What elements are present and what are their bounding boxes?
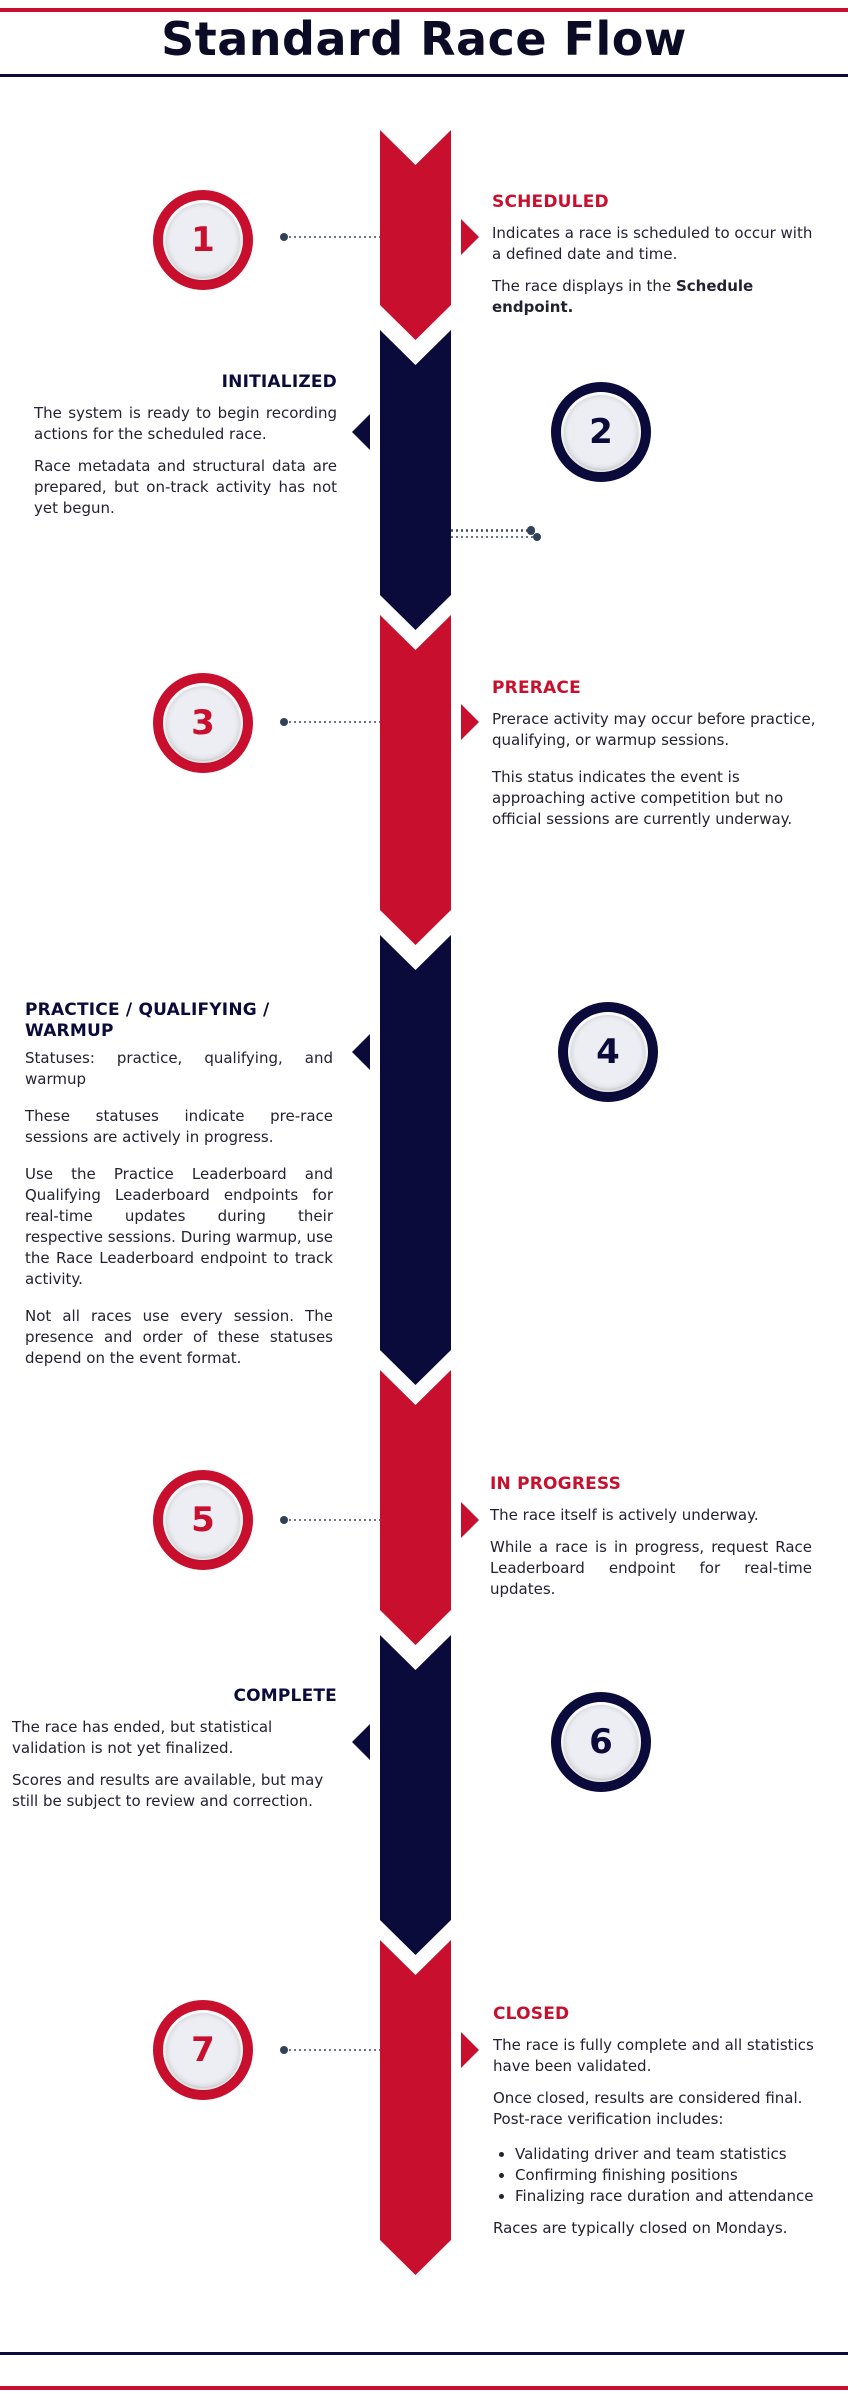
footer-navy-rule: [0, 2352, 848, 2355]
step-7-number: 7: [166, 2013, 240, 2087]
step-5-text: [490, 1474, 812, 1611]
step-5-number: 5: [166, 1483, 240, 1557]
step-6-text: [12, 1686, 337, 1823]
step-6-circle: [551, 1692, 651, 1792]
pointer-notch-4: [352, 1034, 370, 1070]
step-1-desc-1: Indicates a race is scheduled to occur with a defined date and time.: [492, 224, 813, 263]
step-1-desc-2: The race displays in the Schedule endpoint.: [492, 277, 754, 316]
pointer-notch-2: [352, 414, 370, 450]
step-7-status: CLOSED: [493, 2004, 570, 2024]
step-7-circle: [153, 2000, 253, 2100]
step-2-status: INITIALIZED: [221, 372, 337, 392]
connector-dot-7: [280, 2046, 288, 2054]
step-2-circle: [551, 382, 651, 482]
step-3-status: PRERACE: [492, 678, 581, 698]
step-4-circle: [558, 1002, 658, 1102]
step-7-desc-2: Once closed, results are considered final. Post-race verification includes:: [493, 2089, 803, 2128]
step-7-bullet-list: [493, 2144, 823, 2207]
step-3-desc-2: This status indicates the event is approaching active competition but no official sessions are currently underway.: [492, 768, 793, 828]
chevron-segment-5: [380, 1370, 451, 1645]
step-3-text: [492, 678, 824, 841]
step-1-circle: [153, 190, 253, 290]
step-4-number: 4: [571, 1015, 645, 1089]
step-3-number: 3: [166, 686, 240, 760]
step-2-desc-1: The system is ready to begin recording actions for the scheduled race.: [34, 404, 337, 443]
step-5-status: IN PROGRESS: [490, 1474, 622, 1494]
connector-dot-6: [527, 527, 535, 535]
step-5-desc-2: While a race is in progress, request Race Leaderboard endpoint for real-time updates.: [490, 1538, 812, 1598]
pointer-notch-1: [461, 219, 479, 255]
chevron-segment-6: [380, 1635, 451, 1955]
step-6-number: 6: [564, 1705, 638, 1779]
step-7-text: [493, 2004, 823, 2250]
step-6-desc-2: Scores and results are available, but may still be subject to review and correction.: [12, 1771, 324, 1810]
step-6-desc-1: The race has ended, but statistical validation is not yet finalized.: [12, 1718, 273, 1757]
step-4-desc-2: These statuses indicate pre-race sessions are actively in progress.: [25, 1107, 333, 1146]
pointer-notch-6: [352, 1724, 370, 1760]
chevron-segment-4: [380, 935, 451, 1385]
step-4-text: [25, 1000, 333, 1380]
connector-dot-5: [280, 1516, 288, 1524]
list-item: • Confirming finishing positions: [515, 2165, 823, 2186]
step-5-circle: [153, 1470, 253, 1570]
pointer-notch-7: [461, 2032, 479, 2068]
page-title: Standard Race Flow: [161, 12, 687, 66]
chevron-segment-3: [380, 615, 451, 945]
step-4-status: PRACTICE / QUALIFYING / WARMUP: [25, 1000, 270, 1041]
pointer-notch-3: [461, 704, 479, 740]
step-3-circle: [153, 673, 253, 773]
chevron-segment-2: [380, 330, 451, 630]
pointer-notch-5: [461, 1502, 479, 1538]
step-1-text: [492, 192, 822, 329]
list-item: • Finalizing race duration and attendance: [515, 2186, 823, 2207]
step-6-status: COMPLETE: [233, 1686, 337, 1706]
connector-dot-3: [280, 718, 288, 726]
chevron-segment-7: [380, 1940, 451, 2275]
step-1-number: 1: [166, 203, 240, 277]
step-2-desc-2: Race metadata and structural data are prepared, but on-track activity has not yet begun.: [34, 457, 337, 517]
step-4-desc-1: Statuses: practice, qualifying, and warmup: [25, 1049, 333, 1088]
step-1-status: SCHEDULED: [492, 192, 609, 212]
footer-red-rule: [0, 2386, 848, 2390]
step-5-desc-1: The race itself is actively underway.: [490, 1506, 759, 1524]
step-2-number: 2: [564, 395, 638, 469]
step-4-desc-3: Use the Practice Leaderboard and Qualifying Leaderboard endpoints for real-time updates during their respective sessions. During warmup, use the Race Leaderboard endpoint to track activity.: [25, 1165, 333, 1288]
step-2-text: [34, 372, 337, 530]
step-7-desc-3: Races are typically closed on Mondays.: [493, 2219, 788, 2237]
connector-dot-4: [533, 533, 541, 541]
chevron-segment-1: [380, 130, 451, 340]
step-4-desc-4: Not all races use every session. The presence and order of these statuses depend on the event format.: [25, 1307, 333, 1367]
connector-dot-1: [280, 233, 288, 241]
schedule-endpoint-name: Schedule: [675, 277, 754, 295]
list-item: • Validating driver and team statistics: [515, 2144, 823, 2165]
step-3-desc-1: Prerace activity may occur before practice, qualifying, or warmup sessions.: [492, 710, 816, 749]
step-7-desc-1: The race is fully complete and all statistics have been validated.: [493, 2036, 814, 2075]
